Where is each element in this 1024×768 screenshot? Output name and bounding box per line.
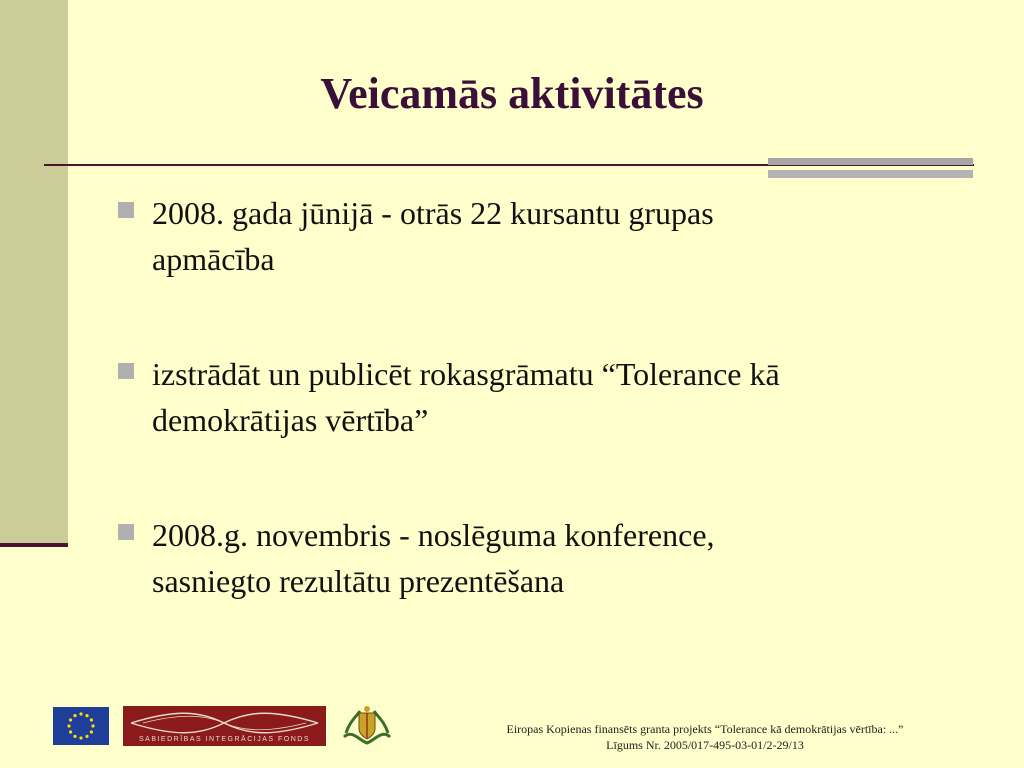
footer-line-2: Līgums Nr. 2005/017-495-03-01/2-29/13 (606, 738, 804, 752)
footer-note (440, 721, 970, 753)
bullet-1-line-2: apmācība (152, 241, 275, 277)
bullet-square-icon (118, 524, 134, 540)
footer-line-1: Eiropas Kopienas finansēts granta projekts “Tolerance kā demokrātijas vērtība: ...” (506, 722, 904, 736)
bullet-2-line-1: izstrādāt un publicēt rokasgrāmatu “Tolerance kā (152, 356, 780, 392)
left-accent-bar (0, 543, 68, 547)
bullet-2-line-2: demokrātijas vērtība” (152, 402, 429, 438)
bullet-3-line-2: sasniegto rezultātu prezentēšana (152, 563, 565, 599)
eu-flag-icon (53, 707, 109, 745)
rule-accent-gray-bottom (768, 170, 973, 178)
bullet-item-1 (118, 190, 948, 282)
bullet-item-2 (118, 351, 948, 443)
bullet-square-icon (118, 202, 134, 218)
rule-accent-gray-top (768, 158, 973, 165)
slide-title: Veicamās aktivitātes (320, 69, 704, 118)
bullet-list (118, 190, 948, 604)
sif-logo (123, 706, 326, 746)
bullet-square-icon (118, 363, 134, 379)
coat-of-arms-icon (340, 703, 394, 749)
sif-logo-text: SABIEDRĪBAS INTEGRĀCIJAS FONDS (138, 736, 311, 743)
bullet-1-line-1: 2008. gada jūnijā - otrās 22 kursantu grupas (152, 195, 714, 231)
bullet-3-line-1: 2008.g. novembris - noslēguma konference, (152, 517, 715, 553)
bullet-item-3 (118, 512, 948, 604)
